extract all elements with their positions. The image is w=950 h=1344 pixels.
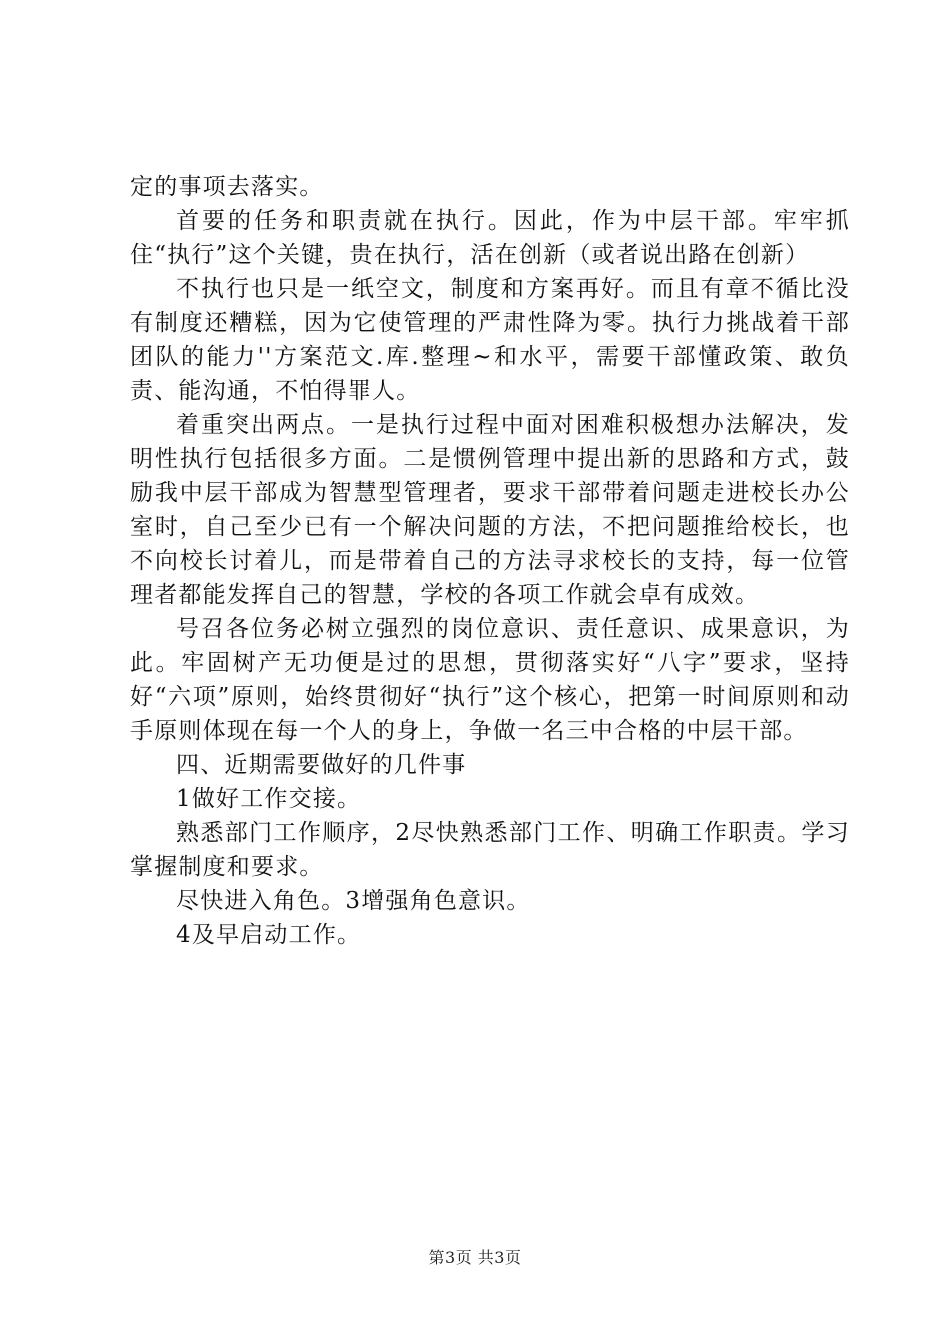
document-body [130,170,850,952]
list-item-task-3: 尽快进入角色。3增强角色意识。 [176,888,531,914]
paragraph-execution-importance: 不执行也只是一纸空文，制度和方案再好。而且有章不循比没有制度还糟糕，因为它使管理的严肃性降为零。执行力挑战着干部团队的能力''方案范文.库.整理~和水平，需要干部懂政策、敢负责、能沟通，不怕得罪人。 [130,276,850,404]
paragraph-execution-duty: 首要的任务和职责就在执行。因此，作为中层干部。牢牢抓住“执行”这个关键，贵在执行，活在创新（或者说出路在创新） [130,208,850,268]
page-number-footer: 第3页 共3页 [428,1248,522,1267]
paragraph-two-points: 着重突出两点。一是执行过程中面对困难积极想办法解决，发明性执行包括很多方面。二是惯例管理中提出新的思路和方式，鼓励我中层干部成为智慧型管理者，要求干部带着问题走进校长办公室时，自己至少已有一个解决问题的方法，不把问题推给校长，也不向校长讨着儿，而是带着自己的方法寻求校长的支持，每一位管理者都能发挥自己的智慧，学校的各项工作就会卓有成效。 [130,412,850,608]
paragraph-call-to-action: 号召各位务必树立强烈的岗位意识、责任意识、成果意识，为此。牢固树产无功便是过的思想，贯彻落实好“八字”要求，坚持好“六项”原则，始终贯彻好“执行”这个核心，把第一时间原则和动手原则体现在每一个人的身上，争做一名三中合格的中层干部。 [130,616,850,744]
list-item-task-4: 4及早启动工作。 [176,922,362,948]
list-item-task-2: 熟悉部门工作顺序，2尽快熟悉部门工作、明确工作职责。学习掌握制度和要求。 [130,820,850,880]
paragraph-continuation: 定的事项去落实。 [130,174,324,200]
list-item-task-1: 1做好工作交接。 [176,786,362,812]
section-heading-recent-tasks: 四、近期需要做好的几件事 [176,752,467,778]
